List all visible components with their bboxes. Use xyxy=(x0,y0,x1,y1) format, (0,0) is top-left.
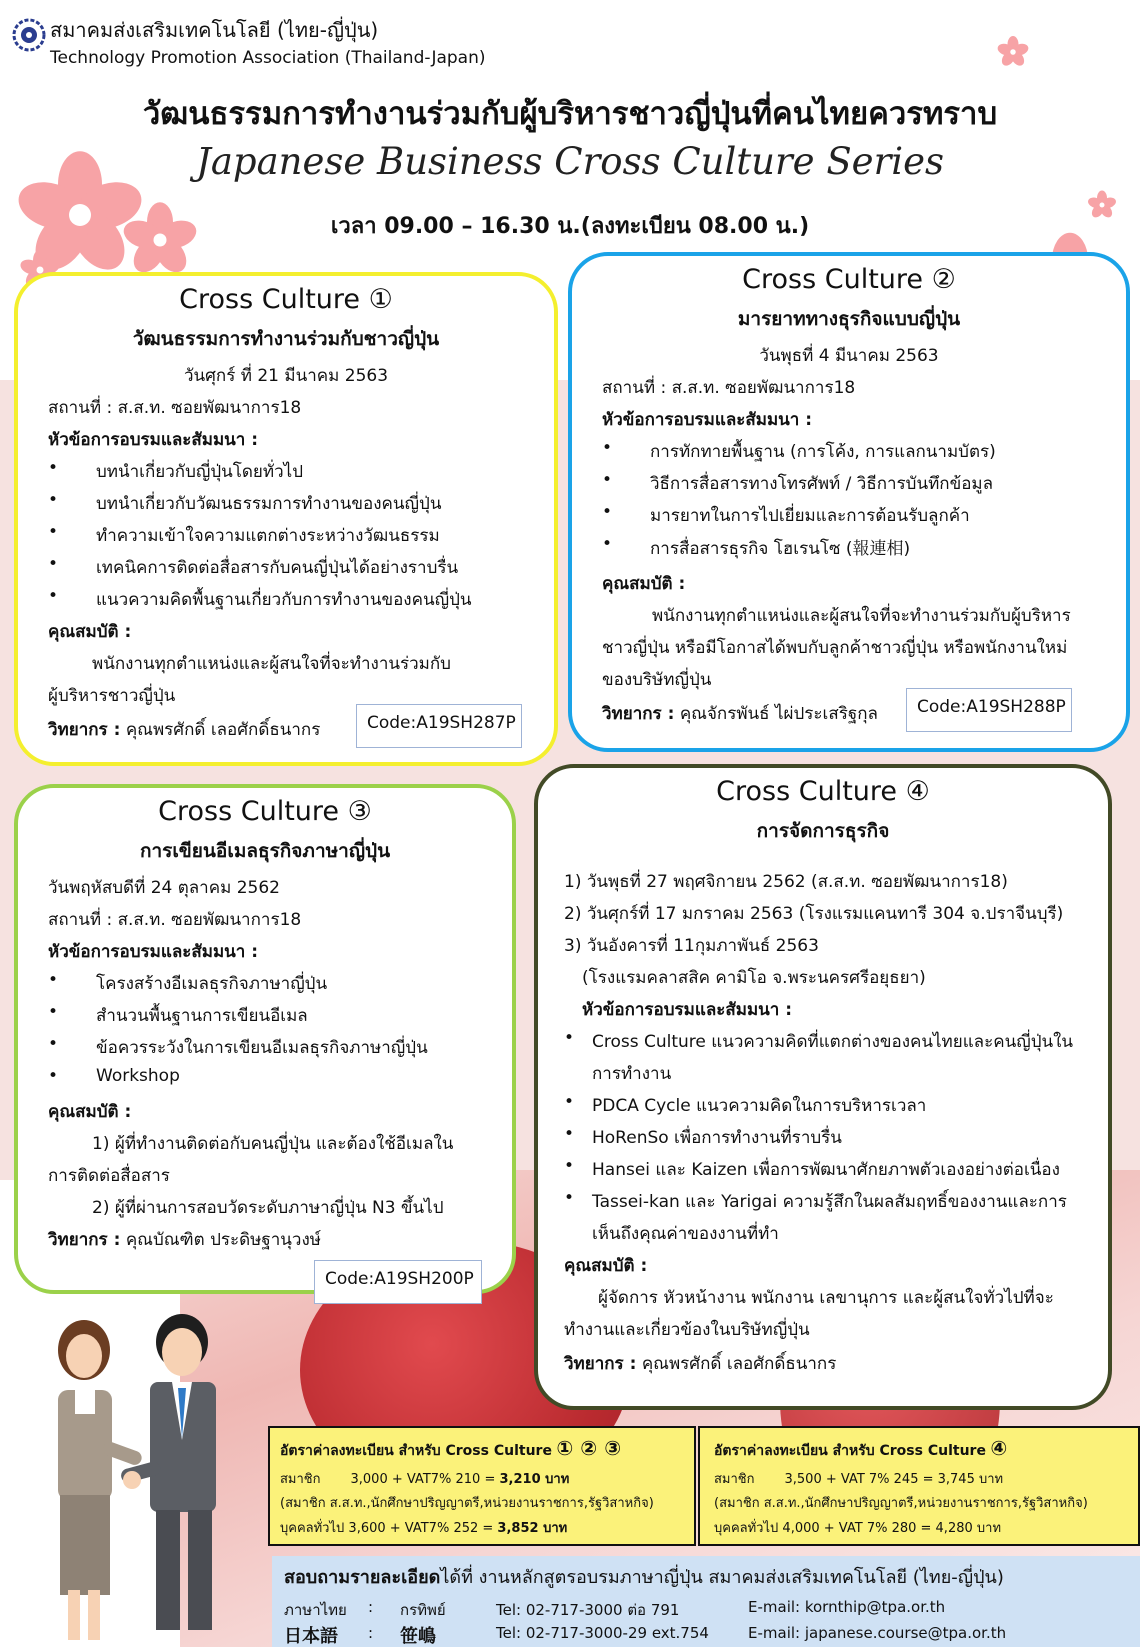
session-date: 2) วันศุกร์ที่ 17 มกราคม 2563 (โรงแรมแคนทารี 304 จ.ปราจีนบุรี) xyxy=(564,904,1064,924)
course-subtitle: วัฒนธรรมการทำงานร่วมกับชาวญี่ปุ่น xyxy=(132,328,440,350)
fee-box-course-4 xyxy=(698,1426,1140,1546)
qualification-text: ชาวญี่ปุ่น หรือมีโอกาสได้พบกับลูกค้าชาวญี่ปุ่น หรือพนักงานใหม่ xyxy=(602,638,1068,658)
lecturer-name: คุณบัณฑิต ประดิษฐานุวงษ์ xyxy=(125,1230,321,1250)
venue-value: ส.ส.ท. ซอยพัฒนาการ18 xyxy=(671,378,856,398)
lecturer-line xyxy=(564,1350,836,1377)
venue-value: ส.ส.ท. ซอยพัฒนาการ18 xyxy=(117,398,302,418)
general-fee: บุคคลทั่วไป 3,600 + VAT7% 252 = 3,852 บาท xyxy=(280,1521,568,1536)
lecturer-line xyxy=(48,1226,321,1253)
course-card-1: Cross Culture ① วัฒนธรรมการทำงานร่วมกับชาวญี่ปุ่น วันศุกร์ ที่ 21 มีนาคม 2563 สถานที่ : ส.ส.ท. ซอยพัฒนาการ18 หัวข้อการอบรมและสัมมนา : • บทนำเกี่ยวกับญี่ปุ่นโดยทั่วไป • บทนำเกี่ยวกับวัฒนธรรมการทำงานของคนญี่ปุ่น • ทำความเข้าใจความแตกต่างระหว่างวัฒนธรรม • เทคนิคการติดต่อสื่อสารกับคนญี่ปุ่นได้อย่างราบรื่น • แนวความคิดพื้นฐานเกี่ยวกับการทำงานของคนญี่ปุ่น คุณสมบัติ : พนักงานทุกตำแหน่งและผู้สนใจที่จะทำงานร่วมกับ ผู้บริหารชาวญี่ปุ่น วิทยากร : คุณพรศักดิ์ เลอศักดิ์ธนากร Code:A19SH287P xyxy=(14,272,558,766)
org-name-english: Technology Promotion Association (Thailand-Japan) xyxy=(50,48,486,68)
association-logo-icon xyxy=(12,18,46,52)
lecturer-label: วิทยากร : xyxy=(48,1230,121,1250)
lecturer-line xyxy=(602,700,878,727)
contact-thai-language: ภาษาไทย xyxy=(284,1601,347,1619)
lecturer-name: คุณพรศักดิ์ เลอศักดิ์ธนากร xyxy=(641,1354,837,1374)
lecturer-label: วิทยากร : xyxy=(564,1354,637,1374)
contact-japanese-name: 笹嶋 xyxy=(400,1626,436,1647)
list-item-continued: เห็นถึงคุณค่าของงานที่ทำ xyxy=(592,1224,779,1244)
qualification-text: พนักงานทุกตำแหน่งและผู้สนใจที่จะทำงานร่วมกับ xyxy=(92,654,451,674)
course-subtitle: มารยาททางธุรกิจแบบญี่ปุ่น xyxy=(737,308,961,330)
fee-title-numbers: ① ② ③ xyxy=(556,1436,622,1460)
fee-title: อัตราค่าลงทะเบียน สำหรับ Cross Culture ④ xyxy=(714,1436,1008,1460)
contact-japanese-language: 日本語 xyxy=(284,1626,338,1647)
page-title: วัฒนธรรมการทำงานร่วมกับผู้บริหารชาวญี่ปุ่นที่คนไทยควรทราบ xyxy=(142,96,998,132)
qualification-text: ของบริษัทญี่ปุ่น xyxy=(602,670,712,690)
topics-label: หัวข้อการอบรมและสัมมนา : xyxy=(602,410,813,430)
qualification-text: ผู้จัดการ หัวหน้างาน พนักงาน เลขานุการ และผู้สนใจทั่วไปที่จะ xyxy=(598,1288,1054,1308)
member-note: (สมาชิก ส.ส.ท.,นักศึกษาปริญญาตรี,หน่วยงานราชการ,รัฐวิสาหกิจ) xyxy=(280,1496,654,1511)
lecturer-label: วิทยากร : xyxy=(602,704,675,724)
contact-title: สอบถามรายละเอียดได้ที่ งานหลักสูตรอบรมภาษาญี่ปุ่น สมาคมส่งเสริมเทคโนโลยี (ไทย-ญี่ปุ่น) xyxy=(284,1567,1004,1588)
business-people-illustration xyxy=(20,1310,250,1647)
session-date: 1) วันพุธที่ 27 พฤศจิกายน 2562 (ส.ส.ท. ซอยพัฒนาการ18) xyxy=(564,872,1008,892)
contact-japanese-phone: Tel: 02-717-3000-29 ext.754 xyxy=(496,1624,709,1642)
course-code: Code:A19SH288P xyxy=(906,688,1072,732)
contact-japanese-email[interactable]: E-mail: japanese.course@tpa.or.th xyxy=(748,1624,1007,1642)
course-code: Code:A19SH287P xyxy=(356,704,522,748)
course-title: Cross Culture ② xyxy=(742,264,956,295)
venue-label: สถานที่ : xyxy=(48,398,113,418)
qualification-text: พนักงานทุกตำแหน่งและผู้สนใจที่จะทำงานร่วมกับผู้บริหาร xyxy=(652,606,1071,626)
session-venue: (โรงแรมคลาสสิค คามิโอ จ.พระนครศรีอยุธยา) xyxy=(582,968,926,988)
course-date: วันพฤหัสบดีที่ 24 ตุลาคม 2562 xyxy=(48,878,280,898)
qualification-text: ทำงานและเกี่ยวข้องในบริษัทญี่ปุ่น xyxy=(564,1320,810,1340)
fee-title-numbers: ④ xyxy=(990,1436,1008,1460)
lecturer-name: คุณพรศักดิ์ เลอศักดิ์ธนากร xyxy=(125,720,321,740)
contact-thai-name: กรทิพย์ xyxy=(400,1601,446,1619)
qualification-label: คุณสมบัติ : xyxy=(564,1256,648,1276)
contact-separator: : xyxy=(368,1598,374,1616)
lecturer-label: วิทยากร : xyxy=(48,720,121,740)
course-title: Cross Culture ① xyxy=(179,284,393,315)
venue-line xyxy=(48,906,301,933)
contact-box xyxy=(272,1556,1140,1647)
page-subtitle: Japanese Business Cross Culture Series xyxy=(196,140,944,183)
session-time: เวลา 09.00 – 16.30 น.(ลงทะเบียน 08.00 น.) xyxy=(330,214,810,239)
venue-value: ส.ส.ท. ซอยพัฒนาการ18 xyxy=(117,910,302,930)
qualification-text: ผู้บริหารชาวญี่ปุ่น xyxy=(48,686,176,706)
session-date: 3) วันอังคารที่ 11กุมภาพันธ์ 2563 xyxy=(564,936,819,956)
contact-thai-phone: Tel: 02-717-3000 ต่อ 791 xyxy=(496,1601,680,1619)
course-card-3: Cross Culture ③ การเขียนอีเมลธุรกิจภาษาญี่ปุ่น วันพฤหัสบดีที่ 24 ตุลาคม 2562 สถานที่ : ส.ส.ท. ซอยพัฒนาการ18 หัวข้อการอบรมและสัมมนา : • โครงสร้างอีเมลธุรกิจภาษาญี่ปุ่น • สำนวนพื้นฐานการเขียนอีเมล • ข้อควรระวังในการเขียนอีเมลธุรกิจภาษาญี่ปุ่น • Workshop คุณสมบัติ : 1) ผู้ที่ทำงานติดต่อกับคนญี่ปุ่น และต้องใช้อีเมลใน การติดต่อสื่อสาร 2) ผู้ที่ผ่านการสอบวัดระดับภาษาญี่ปุ่น N3 ขึ้นไป วิทยากร : คุณบัณฑิต ประดิษฐานุวงษ์ Code:A19SH200P xyxy=(14,784,516,1294)
qualification-label: คุณสมบัติ : xyxy=(48,622,132,642)
course-subtitle: การจัดการธุรกิจ xyxy=(756,820,890,842)
course-code: Code:A19SH200P xyxy=(314,1260,482,1304)
general-fee: บุคคลทั่วไป 4,000 + VAT 7% 280 = 4,280 บาท xyxy=(714,1521,1002,1536)
course-title: Cross Culture ③ xyxy=(158,796,372,827)
lecturer-name: คุณจักรพันธ์ ไผ่ประเสริฐกุล xyxy=(679,704,878,724)
course-card-4: Cross Culture ④ การจัดการธุรกิจ 1) วันพุธที่ 27 พฤศจิกายน 2562 (ส.ส.ท. ซอยพัฒนาการ18) 2) วันศุกร์ที่ 17 มกราคม 2563 (โรงแรมแคนทารี 304 จ.ปราจีนบุรี) 3) วันอังคารที่ 11กุมภาพันธ์ 2563 (โรงแรมคลาสสิค คามิโอ จ.พระนครศรีอยุธยา) หัวข้อการอบรมและสัมมนา : • Cross Culture แนวความคิดที่แตกต่างของคนไทยและคนญี่ปุ่นใน การทำงาน • PDCA Cycle แนวความคิดในการบริหารเวลา • HoRenSo เพื่อการทำงานที่ราบรื่น • Hansei และ Kaizen เพื่อการพัฒนาศักยภาพตัวเองอย่างต่อเนื่อง • Tassei-kan และ Yarigai ความรู้สึกในผลสัมฤทธิ์ของงานและการ เห็นถึงคุณค่าของงานที่ทำ คุณสมบัติ : ผู้จัดการ หัวหน้างาน พนักงาน เลขานุการ และผู้สนใจทั่วไปที่จะ ทำงานและเกี่ยวข้องในบริษัทญี่ปุ่น วิทยากร : คุณพรศักดิ์ เลอศักดิ์ธนากร xyxy=(534,764,1112,1410)
course-date: วันพุธที่ 4 มีนาคม 2563 xyxy=(759,346,939,366)
fee-title: อัตราค่าลงทะเบียน สำหรับ Cross Culture ① ② ③ xyxy=(280,1436,622,1460)
member-note: (สมาชิก ส.ส.ท.,นักศึกษาปริญญาตรี,หน่วยงานราชการ,รัฐวิสาหกิจ) xyxy=(714,1496,1088,1511)
course-card-2: Cross Culture ② มารยาททางธุรกิจแบบญี่ปุ่น วันพุธที่ 4 มีนาคม 2563 สถานที่ : ส.ส.ท. ซอยพัฒนาการ18 หัวข้อการอบรมและสัมมนา : • การทักทายพื้นฐาน (การโค้ง, การแลกนามบัตร) • วิธีการสื่อสารทางโทรศัพท์ / วิธีการบันทึกข้อมูล • มารยาทในการไปเยี่ยมและการต้อนรับลูกค้า • การสื่อสารธุรกิจ โฮเรนโซ (報連相) คุณสมบัติ : พนักงานทุกตำแหน่งและผู้สนใจที่จะทำงานร่วมกับผู้บริหาร ชาวญี่ปุ่น หรือมีโอกาสได้พบกับลูกค้าชาวญี่ปุ่น หรือพนักงานใหม่ ของบริษัทญี่ปุ่น วิทยากร : คุณจักรพันธ์ ไผ่ประเสริฐกุล Code:A19SH288P xyxy=(568,252,1130,752)
course-subtitle: การเขียนอีเมลธุรกิจภาษาญี่ปุ่น xyxy=(139,840,391,862)
venue-line xyxy=(602,374,855,401)
venue-label: สถานที่ : xyxy=(602,378,667,398)
qualification-text: 1) ผู้ที่ทำงานติดต่อกับคนญี่ปุ่น และต้องใช้อีเมลใน xyxy=(92,1134,454,1154)
qualification-text: การติดต่อสื่อสาร xyxy=(48,1166,170,1186)
lecturer-line xyxy=(48,716,320,743)
fee-box-courses-1-3 xyxy=(268,1426,696,1546)
venue-line xyxy=(48,394,301,421)
member-fee: สมาชิก 3,500 + VAT 7% 245 = 3,745 บาท xyxy=(714,1472,1004,1487)
topics-label: หัวข้อการอบรมและสัมมนา : xyxy=(48,430,259,450)
venue-label: สถานที่ : xyxy=(48,910,113,930)
qualification-label: คุณสมบัติ : xyxy=(48,1102,132,1122)
course-title: Cross Culture ④ xyxy=(716,776,930,807)
course-date: วันศุกร์ ที่ 21 มีนาคม 2563 xyxy=(183,366,389,386)
topics-label: หัวข้อการอบรมและสัมมนา : xyxy=(582,1000,793,1020)
qualification-text: 2) ผู้ที่ผ่านการสอบวัดระดับภาษาญี่ปุ่น N3 ขึ้นไป xyxy=(92,1198,444,1218)
org-name-thai: สมาคมส่งเสริมเทคโนโลยี (ไทย-ญี่ปุ่น) xyxy=(50,18,379,42)
contact-separator: : xyxy=(368,1624,374,1642)
topics-label: หัวข้อการอบรมและสัมมนา : xyxy=(48,942,259,962)
contact-thai-email[interactable]: E-mail: kornthip@tpa.or.th xyxy=(748,1598,946,1616)
list-item-continued: การทำงาน xyxy=(592,1064,672,1084)
member-fee: สมาชิก 3,000 + VAT7% 210 = 3,210 บาท xyxy=(280,1472,570,1487)
qualification-label: คุณสมบัติ : xyxy=(602,574,686,594)
